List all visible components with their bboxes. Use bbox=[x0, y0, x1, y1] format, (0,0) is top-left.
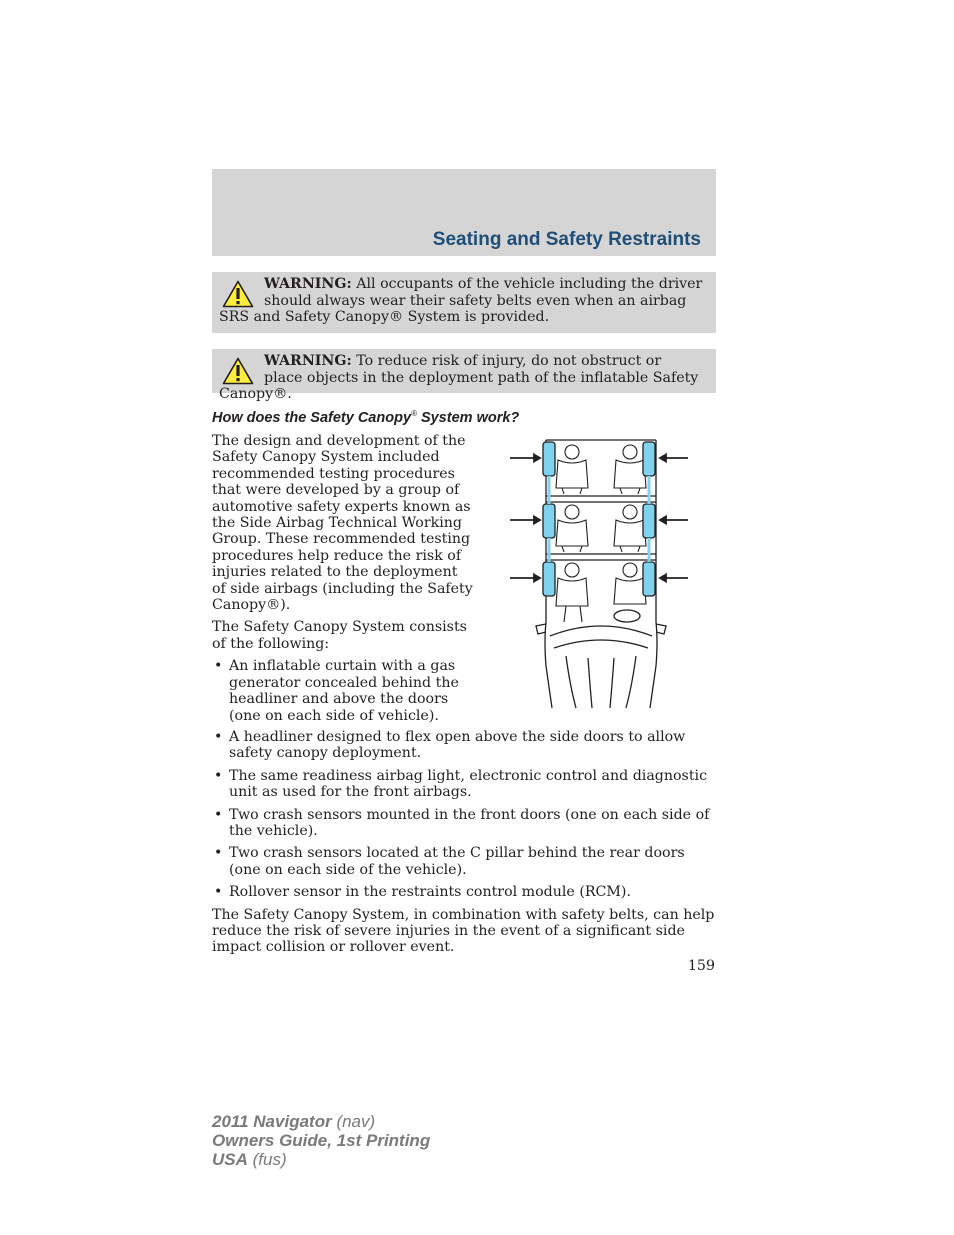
footer-line-3 bbox=[212, 1150, 430, 1169]
airbag-left-rear bbox=[543, 442, 555, 476]
footer-line-2 bbox=[212, 1131, 430, 1150]
airbag-left-front bbox=[543, 562, 555, 596]
list-item: • Rollover sensor in the restraints control module (RCM). bbox=[212, 884, 716, 900]
warning-text: To reduce risk of injury, do not obstruct or place objects in the deployment path of the inflatable Safety Canopy®. bbox=[219, 353, 699, 403]
list-item: • The same readiness airbag light, electronic control and diagnostic unit as used for the front airbags. bbox=[212, 768, 716, 801]
page-number: 159 bbox=[687, 958, 715, 974]
warning-text: All occupants of the vehicle including the driver should always wear their safety belts even when an airbag SRS and Safety Canopy® System is provided. bbox=[219, 276, 703, 326]
warning-box-2 bbox=[212, 349, 716, 403]
footer-model: 2011 Navigator bbox=[212, 1112, 332, 1131]
footer-model-code: (nav) bbox=[336, 1112, 376, 1131]
closing-paragraph: The Safety Canopy System, in combination with safety belts, can help reduce the risk of severe injuries in the event of a significant side impact collision or rollover event. bbox=[212, 906, 715, 956]
section-subheading bbox=[212, 409, 519, 426]
footer-region: USA bbox=[212, 1150, 248, 1169]
footer-region-code: (fus) bbox=[252, 1150, 287, 1169]
warning-label: WARNING: bbox=[264, 276, 352, 292]
warning-triangle-icon bbox=[222, 280, 254, 308]
full-width-content bbox=[212, 729, 716, 956]
list-item: • A headliner designed to flex open above the side doors to allow safety canopy deployment. bbox=[212, 729, 716, 762]
occupant-row3-left bbox=[556, 445, 588, 494]
intro-paragraph: The design and development of the Safety Canopy System included recommended testing procedures that were developed by a group of automotive safety experts known as the Side Airbag Technical Working Group. These recommended testing procedures help reduce the risk of injuries related to the deployment of side airbags (including the Safety Canopy®). bbox=[212, 433, 473, 614]
occupants bbox=[556, 445, 646, 622]
section-header-band bbox=[212, 169, 716, 256]
cowl-line bbox=[554, 640, 648, 648]
footer-imprint bbox=[212, 1112, 430, 1169]
airbag-left-middle bbox=[543, 504, 555, 538]
subheading-text-end: System work? bbox=[416, 409, 520, 426]
warning-label: WARNING: bbox=[264, 353, 352, 369]
airbag-right-rear bbox=[643, 442, 655, 476]
intro-column bbox=[212, 433, 474, 730]
footer-line-1 bbox=[212, 1112, 430, 1131]
registered-mark: ® bbox=[411, 409, 417, 418]
steering-wheel bbox=[614, 610, 640, 622]
occupant-row3-right bbox=[614, 445, 646, 494]
occupant-row2-right bbox=[614, 505, 646, 552]
occupant-row1-left bbox=[556, 563, 588, 622]
windshield-line bbox=[550, 626, 652, 636]
list-item: • Two crash sensors mounted in the front doors (one on each side of the vehicle). bbox=[212, 807, 716, 840]
list-item: • An inflatable curtain with a gas generator concealed behind the headliner and above the doors (one on each side of vehicle). bbox=[212, 658, 474, 724]
occupant-row2-left bbox=[556, 505, 588, 552]
section-title: Seating and Safety Restraints bbox=[432, 229, 701, 250]
safety-canopy-diagram bbox=[506, 436, 692, 710]
airbag-right-middle bbox=[643, 504, 655, 538]
warning-triangle-icon bbox=[222, 357, 254, 385]
occupant-row1-right bbox=[614, 563, 646, 604]
list-item: • Two crash sensors located at the C pillar behind the rear doors (one on each side of the vehicle). bbox=[212, 845, 716, 878]
subheading-text: How does the Safety Canopy bbox=[212, 409, 412, 426]
airbag-curtains bbox=[543, 442, 655, 596]
footer-guide: Owners Guide, 1st Printing bbox=[212, 1131, 431, 1150]
warning-box-1 bbox=[212, 272, 716, 333]
impact-arrows bbox=[510, 455, 688, 582]
airbag-right-front bbox=[643, 562, 655, 596]
consists-paragraph: The Safety Canopy System consists of the following: bbox=[212, 619, 467, 652]
